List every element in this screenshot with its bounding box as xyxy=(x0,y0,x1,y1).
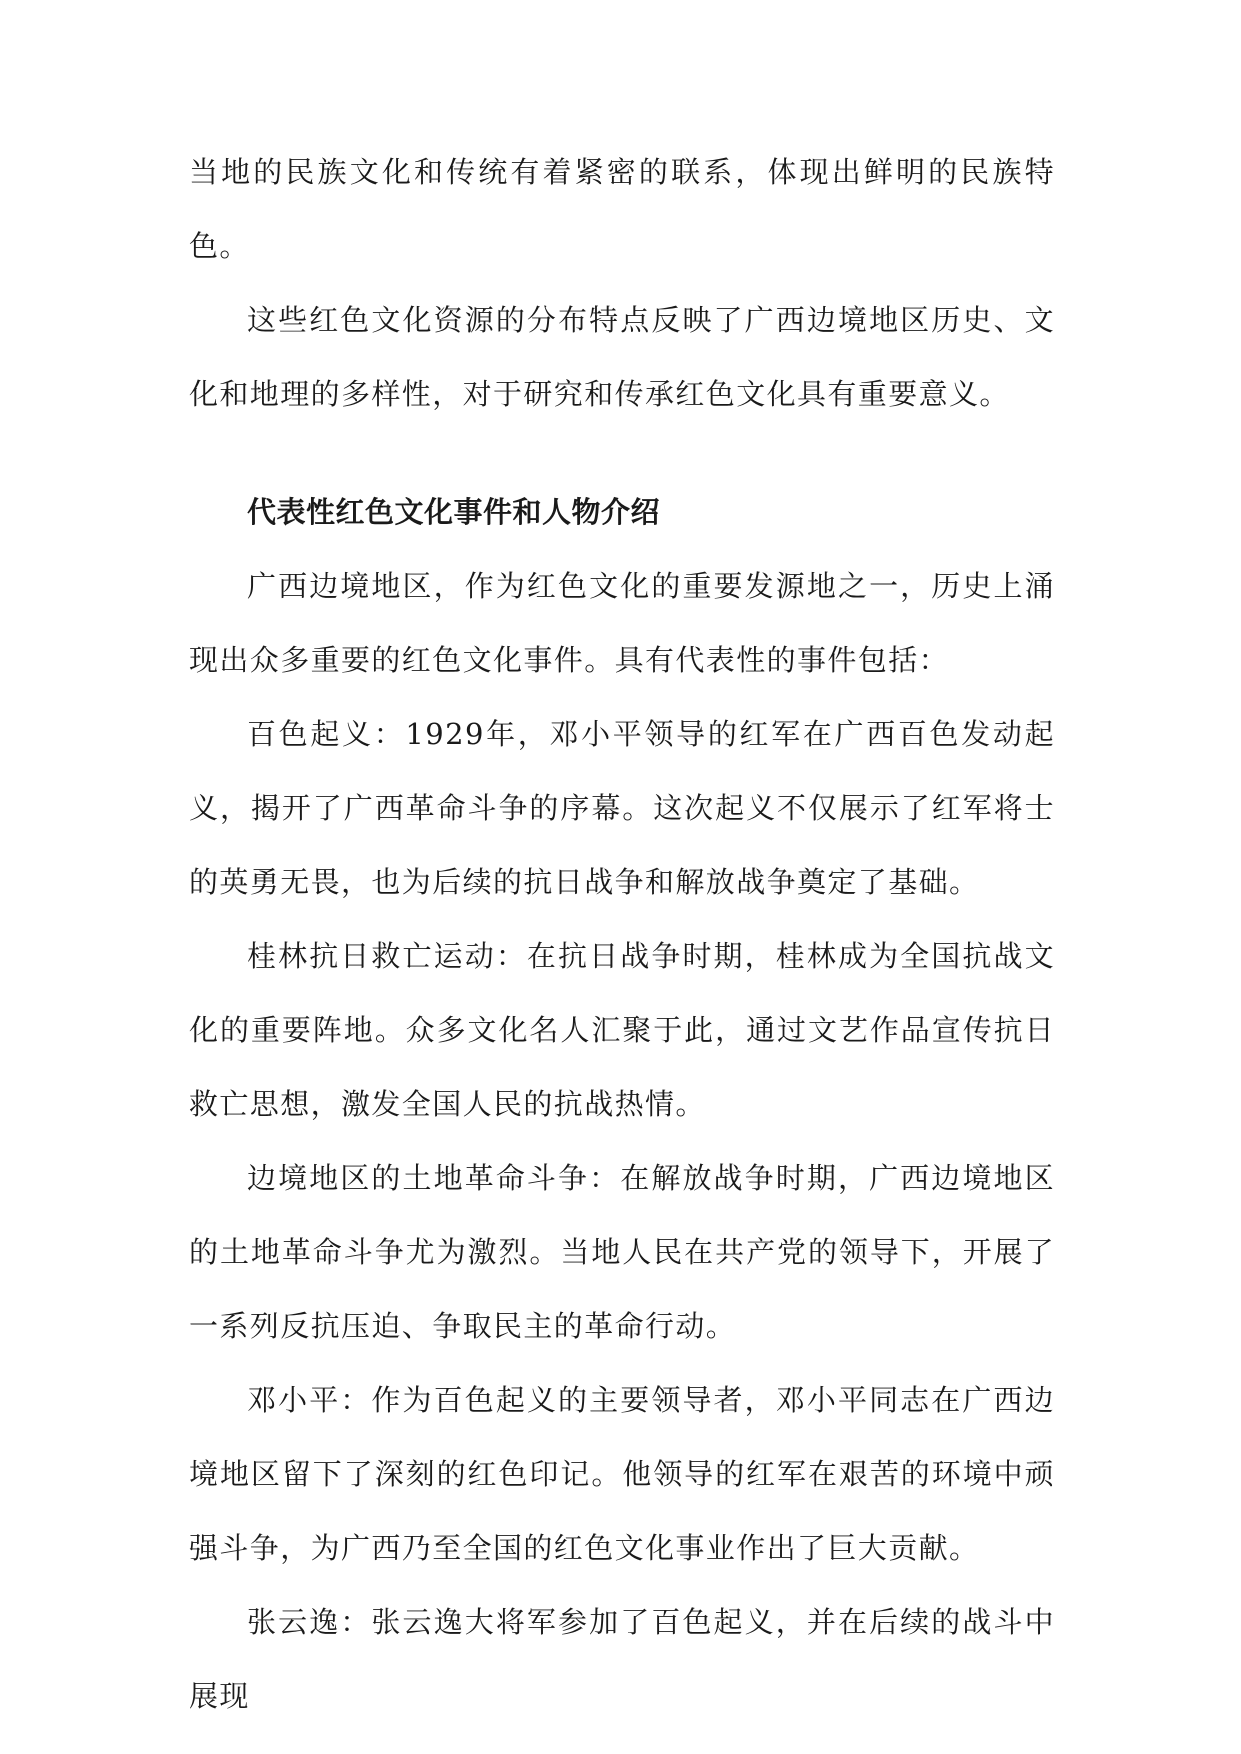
paragraph-guilin-movement: 桂林抗日救亡运动：在抗日战争时期，桂林成为全国抗战文化的重要阵地。众多文化名人汇聚于此，通过文艺作品宣传抗日救亡思想，激发全国人民的抗战热情。 xyxy=(189,939,1055,1121)
paragraph-baise-uprising: 百色起义：1929年，邓小平领导的红军在广西百色发动起义，揭开了广西革命斗争的序幕。这次起义不仅展示了红军将士的英勇无畏，也为后续的抗日战争和解放战争奠定了基础。 xyxy=(189,717,1055,899)
paragraph-distribution-summary: 这些红色文化资源的分布特点反映了广西边境地区历史、文化和地理的多样性，对于研究和传承红色文化具有重要意义。 xyxy=(189,303,1055,411)
paragraph-zhang-yunyi: 张云逸：张云逸大将军参加了百色起义，并在后续的战斗中展现 xyxy=(189,1605,1055,1713)
paragraph-deng-xiaoping: 邓小平：作为百色起义的主要领导者，邓小平同志在广西边境地区留下了深刻的红色印记。他领导的红军在艰苦的环境中顽强斗争，为广西乃至全国的红色文化事业作出了巨大贡献。 xyxy=(189,1383,1055,1565)
paragraph-intro: 广西边境地区，作为红色文化的重要发源地之一，历史上涌现出众多重要的红色文化事件。具有代表性的事件包括： xyxy=(189,569,1055,677)
section-heading: 代表性红色文化事件和人物介绍 xyxy=(247,495,661,529)
paragraph-continuation: 当地的民族文化和传统有着紧密的联系，体现出鲜明的民族特色。 xyxy=(189,155,1055,263)
paragraph-land-revolution: 边境地区的土地革命斗争：在解放战争时期，广西边境地区的土地革命斗争尤为激烈。当地人民在共产党的领导下，开展了一系列反抗压迫、争取民主的革命行动。 xyxy=(189,1161,1055,1343)
document-body xyxy=(189,135,1055,1733)
